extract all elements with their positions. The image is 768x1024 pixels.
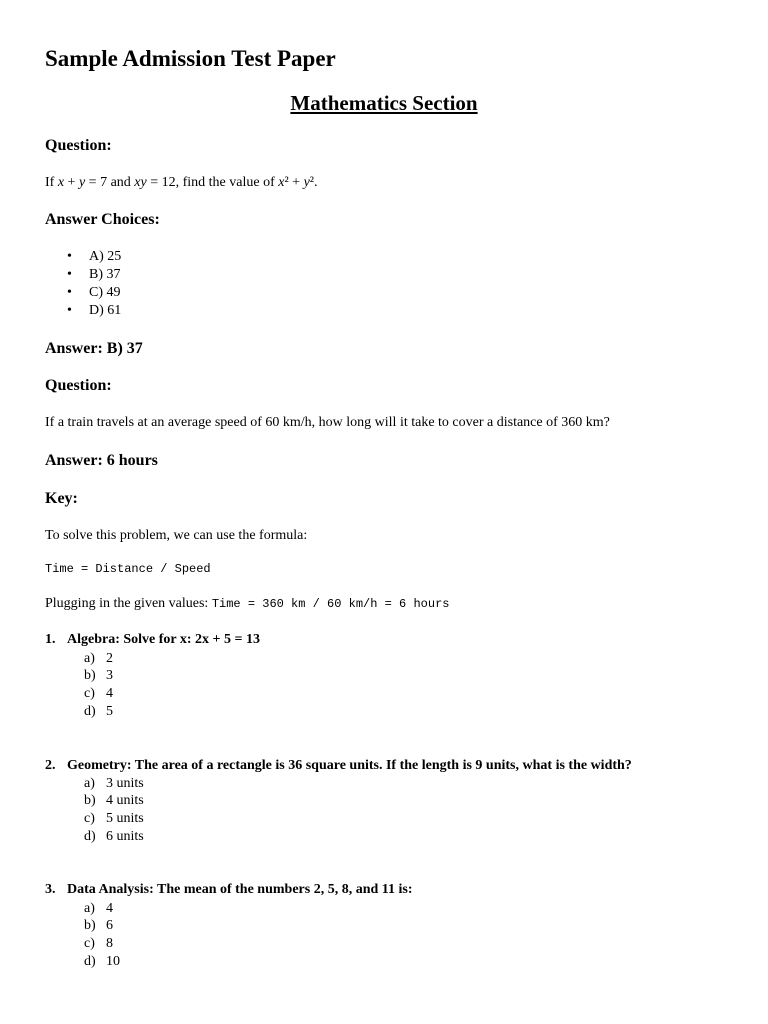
question-1-answer: Answer: B) 37 [45, 340, 143, 357]
option-letter: d) [84, 829, 96, 844]
option-text: 3 [106, 668, 113, 683]
option-item [84, 936, 113, 952]
question-2-text: If a train travels at an average speed of 60 km/h, how long will it take to cover a distance of 360 km? [45, 415, 610, 430]
answer-choice [67, 285, 121, 301]
question-1-var-x2: x [278, 175, 285, 190]
section-title-text: Mathematics Section [290, 91, 478, 115]
section-title [0, 91, 768, 116]
bullet-glyph: • [67, 267, 72, 282]
question-1-heading: Question: [45, 137, 112, 154]
question-number: 3. [45, 882, 56, 897]
option-text: 5 [106, 704, 113, 719]
document-title: Sample Admission Test Paper [45, 46, 336, 71]
option-letter: b) [84, 918, 96, 933]
option-letter: a) [84, 776, 95, 791]
option-letter: d) [84, 954, 96, 969]
option-letter: a) [84, 651, 95, 666]
question-1-var-y: y [78, 175, 86, 190]
option-item [84, 704, 113, 720]
option-letter: c) [84, 936, 95, 951]
option-text: 4 units [106, 793, 144, 808]
question-1-eq-part: = 7 and [85, 175, 135, 190]
option-item [84, 776, 144, 792]
option-item [84, 686, 113, 702]
option-text: 6 units [106, 829, 144, 844]
plug-values-text: Plugging in the given values: [45, 596, 212, 611]
answer-choice-text: C) 49 [89, 285, 121, 300]
question-1-sup-2: ² [309, 175, 314, 190]
option-text: 2 [106, 651, 113, 666]
option-text: 6 [106, 918, 113, 933]
option-text: 10 [106, 954, 120, 969]
question-1-var-x: x [57, 175, 65, 190]
question-1-text [45, 175, 318, 191]
numbered-question [45, 882, 413, 898]
answer-choice-text: D) 61 [89, 303, 122, 318]
numbered-question [45, 758, 632, 774]
question-number: 1. [45, 632, 56, 647]
option-item [84, 829, 144, 845]
plug-values-line [45, 596, 449, 612]
question-1-eq-part2: = 12, find the value of [146, 175, 279, 190]
question-number: 2. [45, 758, 56, 773]
answer-choice [67, 267, 121, 283]
option-item [84, 918, 113, 934]
question-2-answer: Answer: 6 hours [45, 452, 158, 469]
option-item [84, 811, 144, 827]
bullet-glyph: • [67, 303, 72, 318]
plug-values-formula: Time = 360 km / 60 km/h = 6 hours [211, 597, 450, 611]
numbered-question [45, 632, 260, 648]
option-letter: a) [84, 901, 95, 916]
question-1-var-y2: y [303, 175, 310, 190]
answer-choice-text: B) 37 [89, 267, 121, 282]
option-letter: c) [84, 811, 95, 826]
option-letter: b) [84, 668, 96, 683]
question-1-var-xy: xy [134, 175, 147, 190]
answer-choice [67, 249, 121, 265]
question-1-plus-2: + [288, 175, 304, 190]
key-intro-text: To solve this problem, we can use the formula: [45, 528, 308, 543]
question-2-heading: Question: [45, 377, 112, 394]
formula-code: Time = Distance / Speed [45, 562, 211, 576]
answer-choice-text: A) 25 [89, 249, 122, 264]
option-text: 3 units [106, 776, 144, 791]
option-text: 8 [106, 936, 113, 951]
question-text: Geometry: The area of a rectangle is 36 square units. If the length is 9 units, what is the width? [67, 758, 632, 773]
option-item [84, 651, 113, 667]
question-1-prefix: If [45, 175, 58, 190]
question-text: Data Analysis: The mean of the numbers 2, 5, 8, and 11 is: [67, 882, 413, 897]
answer-choices-heading: Answer Choices: [45, 211, 160, 228]
option-item [84, 793, 144, 809]
bullet-glyph: • [67, 249, 72, 264]
option-text: 4 [106, 686, 113, 701]
option-letter: b) [84, 793, 96, 808]
key-heading: Key: [45, 490, 78, 507]
option-text: 4 [106, 901, 113, 916]
option-letter: c) [84, 686, 95, 701]
option-item [84, 901, 113, 917]
question-1-sup-1: ² [284, 175, 289, 190]
answer-choice [67, 303, 121, 319]
option-letter: d) [84, 704, 96, 719]
option-item [84, 954, 120, 970]
question-1-plus: + [64, 175, 79, 190]
bullet-glyph: • [67, 285, 72, 300]
option-item [84, 668, 113, 684]
question-1-suffix: . [314, 175, 318, 190]
question-text: Algebra: Solve for x: 2x + 5 = 13 [67, 632, 261, 647]
option-text: 5 units [106, 811, 144, 826]
